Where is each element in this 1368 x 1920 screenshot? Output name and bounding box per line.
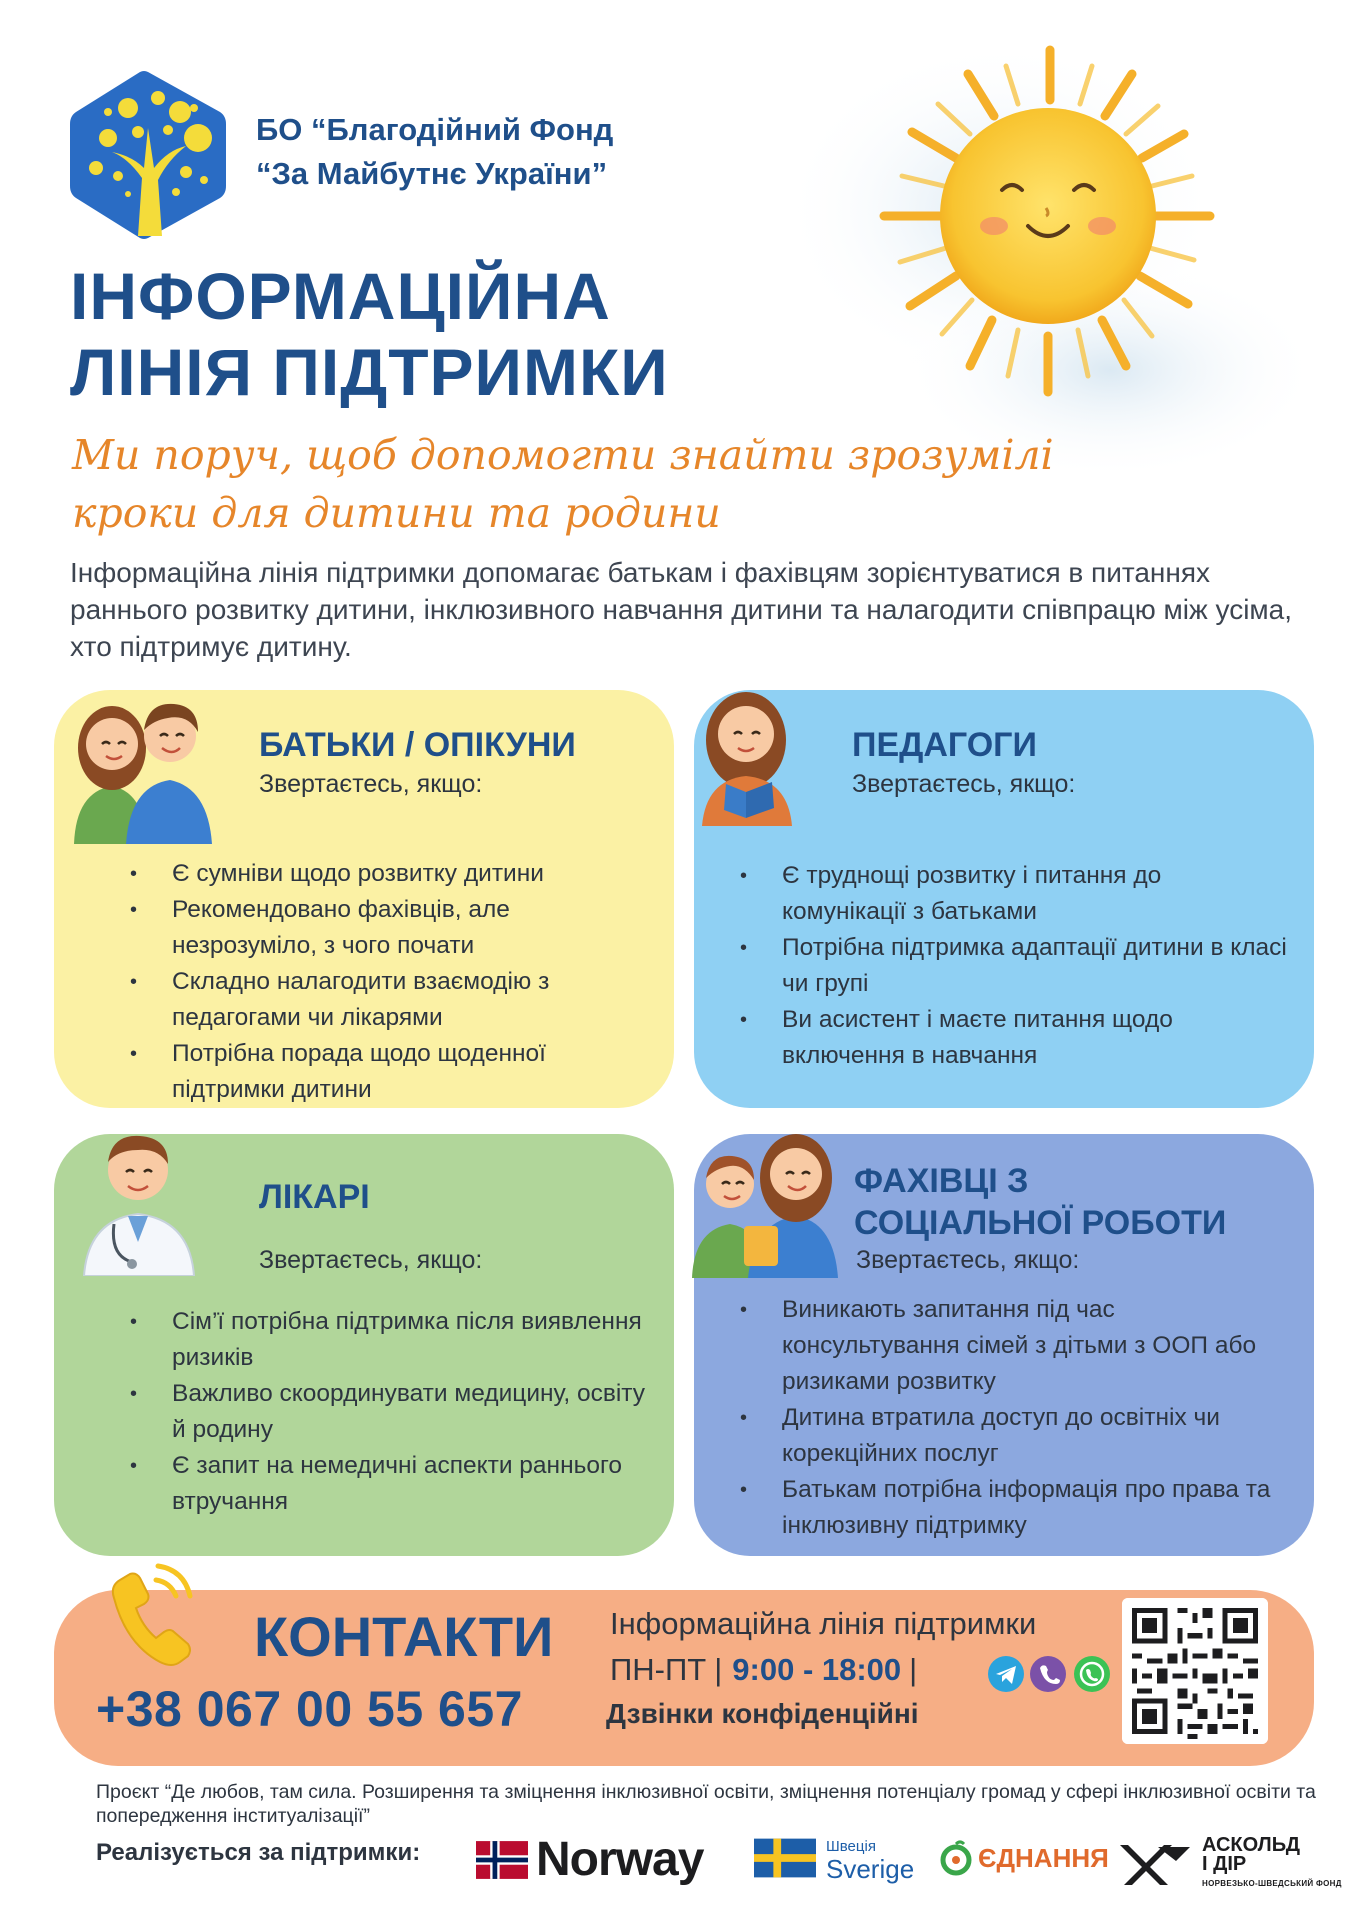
list-item: • Потрібна підтримка адаптації дитини в класі чи групі	[760, 930, 1290, 1002]
askold-dir-label-line3: НОРВЕЗЬКО-ШВЕДСЬКИЙ ФОНД	[1202, 1879, 1342, 1888]
card-social-title-line1: ФАХІВЦІ З	[854, 1162, 1029, 1200]
askold-dir-label-line1: АСКОЛЬД	[1202, 1834, 1301, 1856]
norway-flag-icon	[476, 1841, 528, 1879]
sponsor-askold-dir	[1114, 1836, 1342, 1893]
list-item: • Складно налагодити взаємодію з педагогами чи лікарями	[150, 964, 650, 1036]
working-time: 9:00 - 18:00	[732, 1652, 902, 1687]
list-item: • Сім’ї потрібна підтримка після виявлення ризиків	[150, 1304, 650, 1376]
parents-illustration	[56, 674, 226, 844]
support-label: Реалізується за підтримки:	[96, 1839, 421, 1866]
card-teachers	[694, 690, 1314, 1108]
sponsor-norway	[476, 1832, 703, 1887]
social-workers-illustration	[684, 1118, 854, 1278]
qr-code[interactable]	[1122, 1598, 1268, 1744]
list-item: • Є труднощі розвитку і питання до комунікації з батьками	[760, 858, 1290, 930]
card-doctors-list	[150, 1304, 650, 1520]
card-parents	[54, 690, 674, 1108]
page-title	[70, 258, 669, 410]
phone-number[interactable]: +38 067 00 55 657	[96, 1681, 523, 1737]
list-item: • Важливо скоординувати медицину, освіту й родину	[150, 1376, 650, 1448]
card-parents-list	[150, 856, 650, 1108]
organization-name-line2: “За Майбутнє України”	[256, 156, 608, 191]
hours-separator: |	[909, 1652, 918, 1687]
card-doctors	[54, 1134, 674, 1556]
askold-dir-label-line2: І ДІР	[1202, 1853, 1247, 1875]
working-hours	[610, 1652, 927, 1688]
working-days: ПН-ПТ	[610, 1652, 707, 1687]
telegram-icon[interactable]	[988, 1656, 1024, 1692]
tagline	[72, 426, 1054, 542]
sweden-flag-icon	[754, 1837, 816, 1879]
card-teachers-title: ПЕДАГОГИ	[852, 726, 1037, 764]
list-item: • Виникають запитання під час консультування сімей з дітьми з ООП або ризиками розвитку	[760, 1292, 1296, 1400]
project-description: Проєкт “Де любов, там сила. Розширення та зміцнення інклюзивної освіти, зміцнення потенціалу громад у сфері інклюзивної освіти та попередження інституалізації”	[96, 1781, 1316, 1827]
card-parents-title: БАТЬКИ / ОПІКУНИ	[259, 726, 576, 764]
contacts-title: КОНТАКТИ	[254, 1605, 554, 1668]
tagline-line2: кроки для дитини та родини	[72, 489, 721, 537]
list-item: • Є сумніви щодо розвитку дитини	[150, 856, 650, 892]
doctor-illustration	[74, 1116, 204, 1276]
hours-separator: |	[714, 1652, 723, 1687]
list-item: • Рекомендовано фахівців, але незрозуміло, з чого почати	[150, 892, 650, 964]
card-teachers-subtitle: Звертаєтесь, якщо:	[852, 770, 1076, 798]
card-social-title-line2: СОЦІАЛЬНОЇ РОБОТИ	[854, 1204, 1227, 1242]
card-social-title	[854, 1160, 1226, 1244]
page-title-line1: ІНФОРМАЦІЙНА	[70, 259, 611, 333]
sweden-label-top: Швеція	[826, 1838, 876, 1855]
sweden-label-bottom: Sverige	[826, 1854, 915, 1884]
organization-name-line1: БО “Благодійний Фонд	[256, 112, 614, 147]
card-social-list	[760, 1292, 1296, 1544]
teacher-illustration	[680, 676, 820, 826]
sponsor-sweden	[754, 1836, 915, 1884]
organization-name	[256, 108, 613, 196]
card-parents-subtitle: Звертаєтесь, якщо:	[259, 770, 483, 798]
list-item: • Дитина втратила доступ до освітніх чи корекційних послуг	[760, 1400, 1296, 1472]
list-item: • Потрібна порада щодо щоденної підтримки дитини	[150, 1036, 650, 1108]
sun-illustration	[780, 30, 1320, 490]
askold-dir-label	[1202, 1836, 1342, 1893]
askold-dir-logo-icon	[1114, 1841, 1194, 1889]
phone-icon	[96, 1560, 196, 1670]
card-social-subtitle: Звертаєтесь, якщо:	[856, 1246, 1080, 1274]
list-item: • Є запит на немедичні аспекти раннього втручання	[150, 1448, 650, 1520]
norway-label: Norway	[536, 1833, 704, 1886]
support-line-name: Інформаційна лінія підтримки	[610, 1606, 1037, 1641]
page-title-line2: ЛІНІЯ ПІДТРИМКИ	[70, 335, 669, 409]
card-teachers-list	[760, 858, 1290, 1074]
sponsor-ednannia	[938, 1840, 1109, 1876]
tagline-line1: Ми поруч, щоб допомогти знайти зрозумілі	[72, 431, 1054, 479]
list-item: • Ви асистент і маєте питання щодо включення в навчання	[760, 1002, 1290, 1074]
card-social-workers	[694, 1134, 1314, 1556]
sweden-label	[826, 1836, 915, 1884]
ednannia-label: ЄДНАННЯ	[978, 1842, 1109, 1873]
card-doctors-title: ЛІКАРІ	[259, 1178, 370, 1216]
viber-icon[interactable]	[1030, 1656, 1066, 1692]
confidential-note: Дзвінки конфіденційні	[606, 1698, 919, 1729]
card-doctors-subtitle: Звертаєтесь, якщо:	[259, 1246, 483, 1274]
messenger-icons	[986, 1654, 1116, 1694]
foundation-logo	[68, 68, 228, 242]
list-item: • Батькам потрібна інформація про права та інклюзивну підтримку	[760, 1472, 1296, 1544]
whatsapp-icon[interactable]	[1074, 1656, 1110, 1692]
intro-text: Інформаційна лінія підтримки допомагає батькам і фахівцям зорієнтуватися в питаннях раннього розвитку дитини, інклюзивного навчання дитини та налагодити співпрацю між усіма, хто підтримує дитину.	[70, 557, 1293, 662]
ednannia-logo-icon	[938, 1840, 974, 1876]
